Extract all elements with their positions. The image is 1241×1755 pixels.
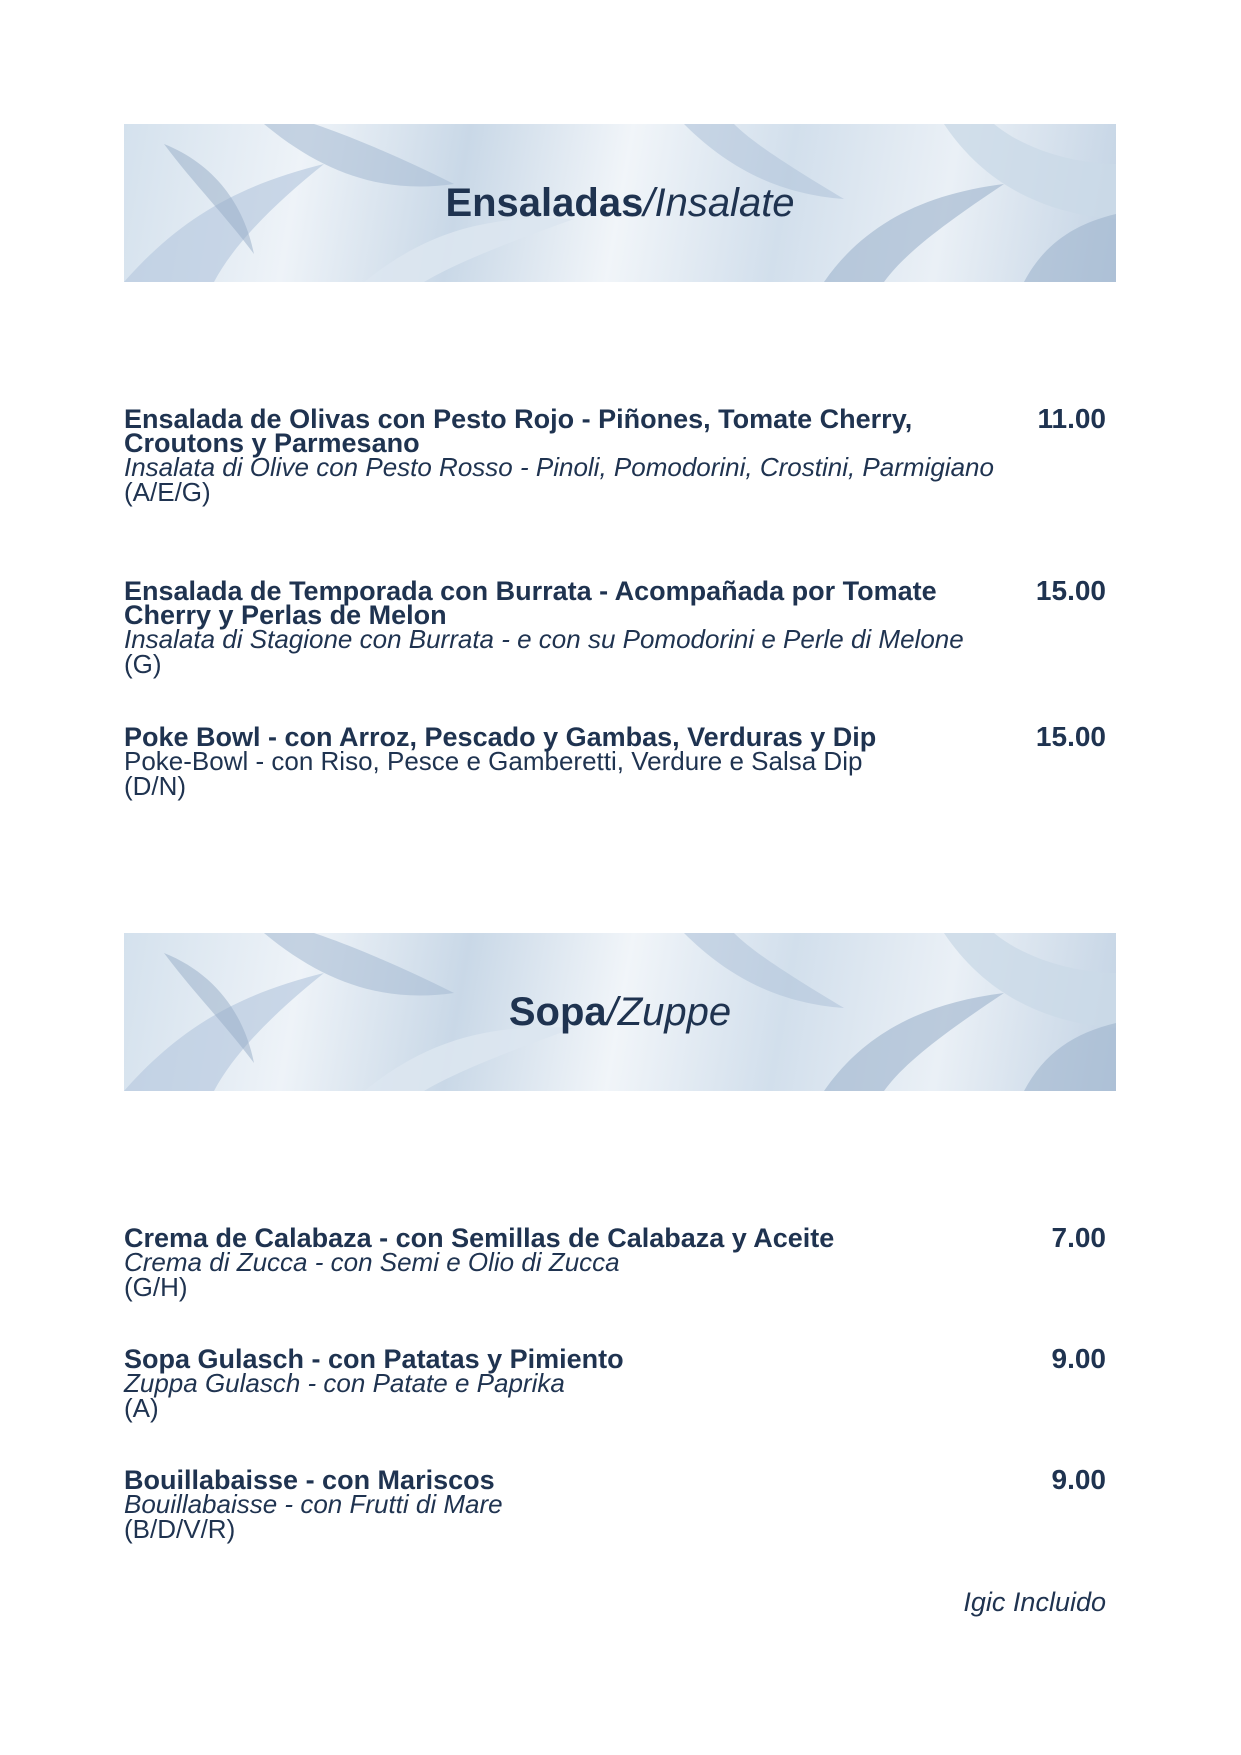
- menu-item: [124, 403, 1116, 507]
- allergen-codes: (G/H): [124, 1272, 188, 1302]
- dish-price: 9.00: [1051, 1343, 1106, 1374]
- section-banner-ensaladas: [124, 124, 1116, 282]
- dish-name-es: Ensalada de Temporada con Burrata - Acompañada por Tomate Cherry y Perlas de Melon: [124, 576, 937, 630]
- dish-name-it: Insalata di Stagione con Burrata - e con su Pomodorini e Perle di Melone: [124, 624, 964, 654]
- menu-item: [124, 721, 1116, 801]
- dish-name-it: Bouillabaisse - con Frutti di Mare: [124, 1489, 503, 1519]
- title-separator: /: [643, 180, 655, 225]
- dish-price: 15.00: [1035, 721, 1106, 752]
- menu-item: [124, 1464, 1116, 1544]
- allergen-codes: (B/D/V/R): [124, 1514, 236, 1544]
- dish-name-es: Ensalada de Olivas con Pesto Rojo - Piñones, Tomate Cherry, Croutons y Parmesano: [124, 404, 913, 458]
- dish-name-es: Crema de Calabaza - con Semillas de Calabaza y Aceite: [124, 1223, 835, 1253]
- dish-price: 11.00: [1037, 403, 1106, 434]
- allergen-codes: (A/E/G): [124, 477, 211, 507]
- menu-item: [124, 575, 1116, 679]
- dish-name-it: Crema di Zucca - con Semi e Olio di Zucca: [124, 1247, 620, 1277]
- dish-name-es: Poke Bowl - con Arroz, Pescado y Gambas, Verduras y Dip: [124, 722, 877, 752]
- dish-price: 9.00: [1051, 1464, 1106, 1495]
- menu-item: [124, 1343, 1116, 1423]
- section-title-es: Sopa: [508, 989, 607, 1034]
- menu-item: [124, 1222, 1116, 1302]
- section-title-it: Zuppe: [617, 989, 732, 1034]
- dish-name-es: Sopa Gulasch - con Patatas y Pimiento: [124, 1344, 624, 1374]
- dish-price: 7.00: [1051, 1222, 1106, 1253]
- title-separator: /: [606, 989, 618, 1034]
- dish-name-it: Zuppa Gulasch - con Patate e Paprika: [124, 1368, 565, 1398]
- dish-name-it: Insalata di Olive con Pesto Rosso - Pinoli, Pomodorini, Crostini, Parmigiano: [124, 452, 994, 482]
- dish-name-es: Bouillabaisse - con Mariscos: [124, 1465, 495, 1495]
- section-banner-sopa: [124, 933, 1116, 1091]
- section-title: [124, 124, 1116, 282]
- tax-note: Igic Incluido: [963, 1587, 1106, 1617]
- allergen-codes: (G): [124, 649, 162, 679]
- allergen-codes: (D/N): [124, 771, 187, 801]
- allergen-codes: (A): [124, 1393, 159, 1423]
- dish-price: 15.00: [1035, 575, 1106, 606]
- dish-name-it: Poke-Bowl - con Riso, Pesce e Gamberetti, Verdure e Salsa Dip: [124, 746, 863, 776]
- section-title-it: Insalate: [654, 180, 795, 225]
- section-title-es: Ensaladas: [445, 180, 644, 225]
- section-title: [124, 933, 1116, 1091]
